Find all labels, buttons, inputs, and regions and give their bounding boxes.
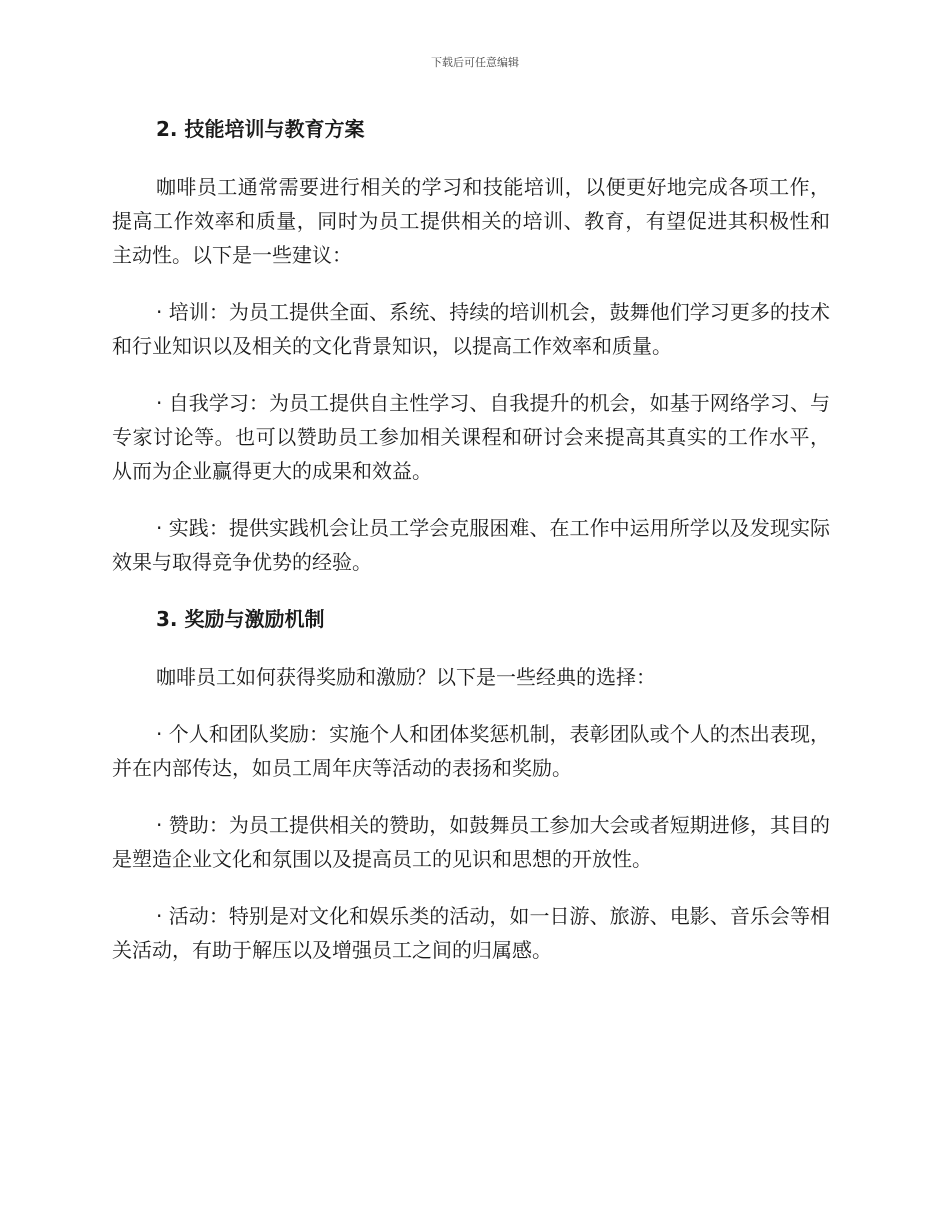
section-heading: 3. 奖励与激励机制 [156,607,325,631]
body-paragraph: 咖啡员工如何获得奖励和激励？以下是一些经典的选择： [156,665,656,689]
bullet-paragraph: · 培训：为员工提供全面、系统、持续的培训机会，鼓舞他们学习更多的技术和行业知识以及相关的文化背景知识，以提高工作效率和质量。 [112,300,830,358]
body-paragraph: 咖啡员工通常需要进行相关的学习和技能培训，以便更好地完成各项工作，提高工作效率和质量，同时为员工提供相关的培训、教育，有望促进其积极性和主动性。以下是一些建议： [112,175,830,267]
bullet-paragraph: · 个人和团队奖励：实施个人和团体奖惩机制，表彰团队或个人的杰出表现，并在内部传达，如员工周年庆等活动的表扬和奖励。 [112,722,830,780]
section-heading: 2. 技能培训与教育方案 [156,117,365,141]
bullet-paragraph: · 实践：提供实践机会让员工学会克服困难、在工作中运用所学以及发现实际效果与取得竞争优势的经验。 [112,516,830,574]
header-note: 下载后可任意编辑 [431,56,519,69]
bullet-paragraph: · 自我学习：为员工提供自主性学习、自我提升的机会，如基于网络学习、与专家讨论等。也可以赞助员工参加相关课程和研讨会来提高其真实的工作水平，从而为企业赢得更大的成果和效益。 [112,391,830,483]
bullet-paragraph: · 活动：特别是对文化和娱乐类的活动，如一日游、旅游、电影、音乐会等相关活动，有助于解压以及增强员工之间的归属感。 [112,904,830,962]
bullet-paragraph: · 赞助：为员工提供相关的赞助，如鼓舞员工参加大会或者短期进修，其目的是塑造企业文化和氛围以及提高员工的见识和思想的开放性。 [112,813,830,871]
document-body [112,112,830,967]
